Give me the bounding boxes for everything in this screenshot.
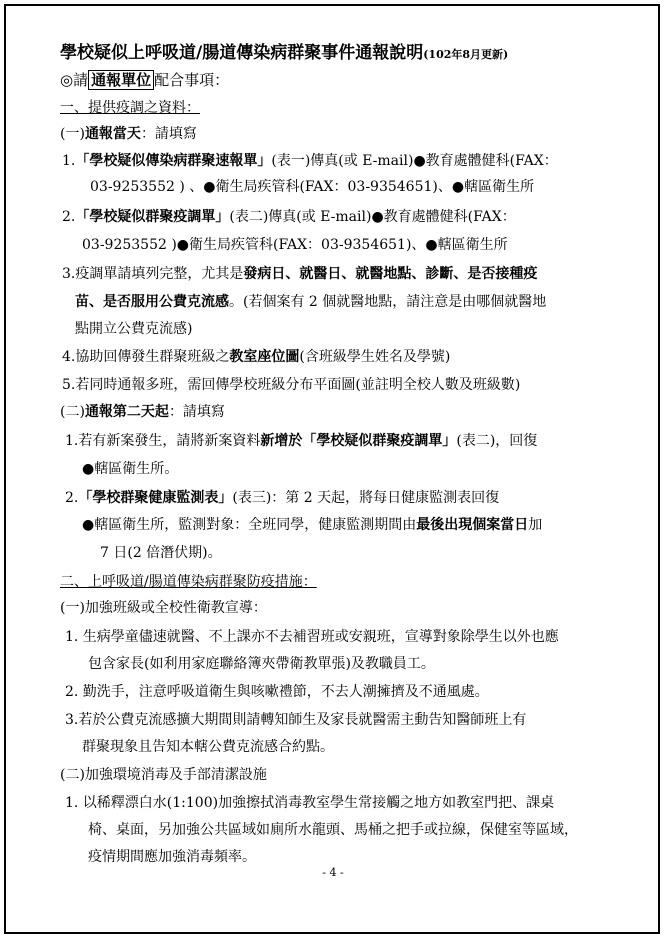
- s1-p2-item1-line2: ●轄區衛生所。: [82, 461, 179, 477]
- s1-item4: 4.協助回傳發生群聚班級之教室座位圖(含班級學生姓名及學號): [62, 349, 451, 365]
- s1-item3-line2: 苗、是否服用公費克流感。(若個案有 2 個就醫地點，請注意是由哪個就醫地: [75, 294, 547, 310]
- s1-p2-item1-line1: 1.若有新案發生，請將新案資料新增於「學校疑似群聚疫調單」(表二)，回復: [65, 433, 538, 449]
- s1-item3-line3: 點開立公費克流感): [75, 321, 193, 337]
- reporting-unit-label: 通報單位: [88, 70, 154, 90]
- s2-p2-item1-line3: 疫情期間應加強消毒頻率。: [88, 849, 256, 865]
- section2-part1-heading: (一)加強班級或全校性衛教宣導：: [60, 600, 267, 616]
- s1-item1-line1: 1.「學校疑似傳染病群聚速報單」(表一)傳真(或 E-mail)●教育處體健科(FAX：: [62, 153, 558, 169]
- s2-item2: 2. 勤洗手，注意呼吸道衛生與咳嗽禮節，不去人潮擁擠及不通風處。: [65, 684, 489, 700]
- s1-p2-item2-line3: 7 日(2 倍潛伏期)。: [100, 545, 222, 561]
- s2-item1-line1: 1. 生病學童儘速就醫、不上課亦不去補習班或安親班，宣導對象除學生以外也應: [65, 629, 559, 645]
- s2-item3-line2: 群聚現象且告知本轄公費克流感合約點。: [82, 739, 334, 755]
- section2-part2-heading: (二)加強環境消毒及手部清潔設施: [60, 767, 267, 783]
- s1-item2-line2: 03-9253552 )●衛生局疾管科(FAX：03-9354651)、●轄區衛生所: [82, 237, 508, 253]
- s2-item3-line1: 3.若於公費克流感擴大期間則請轉知師生及家長就醫需主動告知醫師班上有: [65, 712, 527, 728]
- s1-p2-item2-line2: ●轄區衛生所，監測對象：全班同學，健康監測期間由最後出現個案當日加: [82, 517, 543, 533]
- section1-part1-heading: (一)通報當天：請填寫: [60, 126, 197, 142]
- document-title: 學校疑似上呼吸道/腸道傳染病群聚事件通報說明(102年8月更新): [60, 43, 509, 63]
- section2-heading: 二、上呼吸道/腸道傳染病群聚防疫措施：: [60, 574, 317, 590]
- section1-part2-heading: (二)通報第二天起：請填寫: [60, 404, 225, 420]
- s1-item2-line1: 2.「學校疑似群聚疫調單」(表二)傳真(或 E-mail)●教育處體健科(FAX：: [62, 209, 516, 225]
- s2-p2-item1-line2: 椅、桌面，另加強公共區域如廁所水龍頭、馬桶之把手或拉線，保健室等區域，: [88, 822, 578, 838]
- s2-item1-line2: 包含家長(如利用家庭聯絡簿夾帶衛教單張)及教職員工。: [88, 656, 435, 672]
- s1-item3-line1: 3.疫調單請填列完整，尤其是發病日、就醫日、就醫地點、診斷、是否接種疫: [62, 266, 538, 282]
- s1-p2-item2-line1: 2.「學校群聚健康監測表」(表三)：第 2 天起，將每日健康監測表回復: [65, 490, 500, 506]
- section1-heading: 一、提供疫調之資料：: [60, 100, 200, 116]
- s1-item1-line2: 03-9253552 ) 、●衛生局疾管科(FAX：03-9354651)、●轄區衛生所: [90, 179, 535, 195]
- page-number: - 4 -: [322, 866, 344, 879]
- s2-p2-item1-line1: 1. 以稀釋漂白水(1:100)加強擦拭消毒教室學生常接觸之地方如教室門把、課桌: [65, 795, 555, 811]
- s1-item5: 5.若同時通報多班，需回傳學校班級分布平面圖(並註明全校人數及班級數): [62, 377, 521, 393]
- intro-line: ◎請 通報單位 配合事項：: [60, 71, 230, 89]
